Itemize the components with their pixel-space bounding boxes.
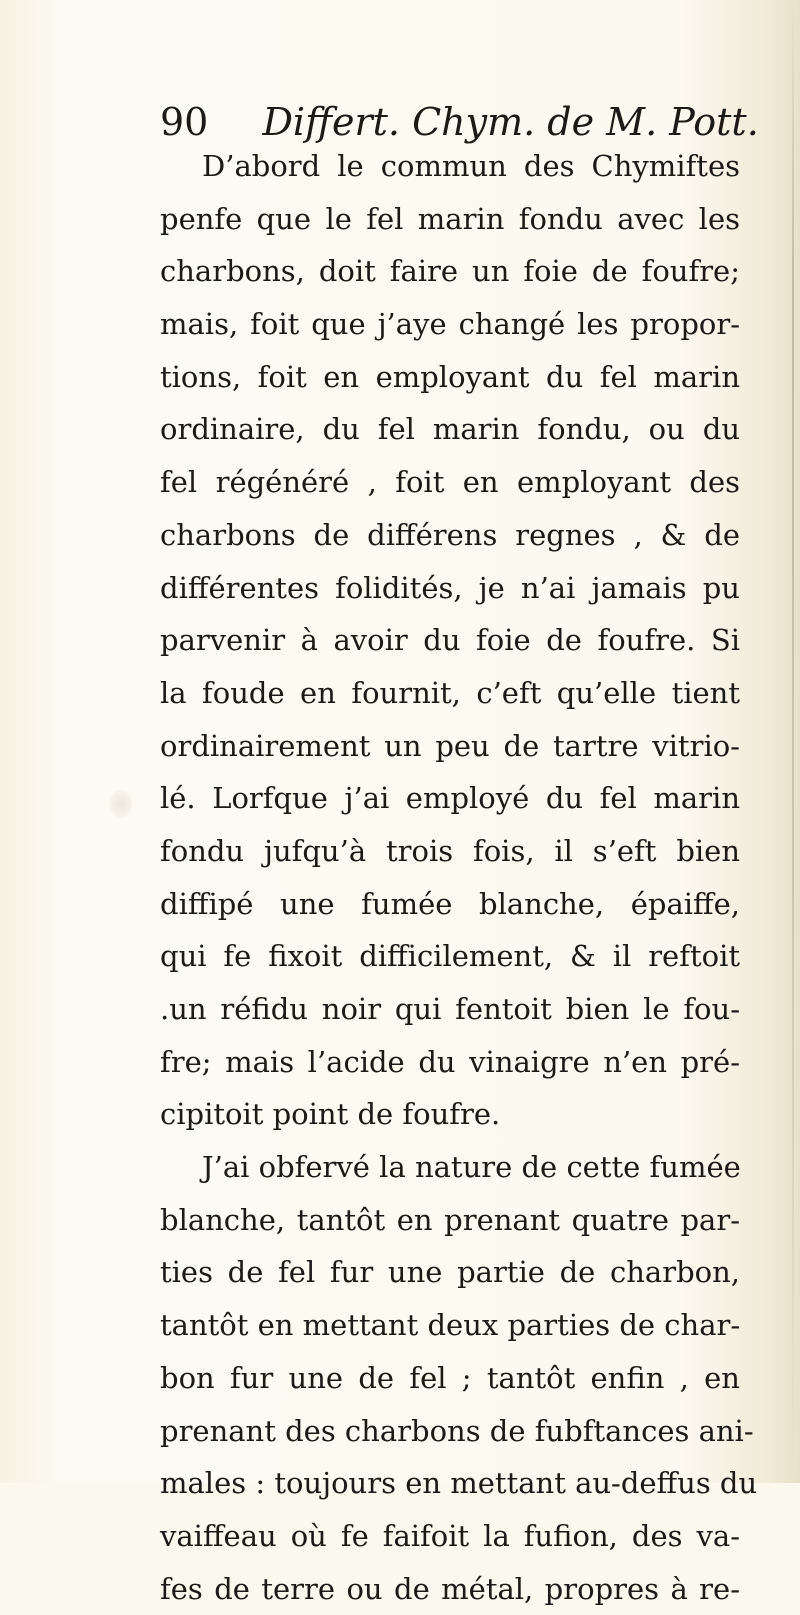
text-line: fondu jufqu’à trois fois, il s’eft bien: [160, 833, 740, 868]
text-line: bon fur une de fel ; tantôt enfin , en: [160, 1360, 740, 1395]
text-line: lé. Lorfque j’ai employé du fel marin: [160, 781, 740, 816]
text-line: fel régénéré , foit en employant des: [160, 465, 740, 500]
text-line: différentes folidités, je n’ai jamais pu: [160, 570, 740, 605]
text-line: tantôt en mettant deux parties de char-: [160, 1308, 741, 1343]
text-line: parvenir à avoir du foie de foufre. Si: [160, 623, 740, 658]
text-line: ordinairement un peu de tartre vitrio-: [160, 728, 740, 763]
text-line: cipitoit point de foufre.: [160, 1097, 501, 1132]
text-line: charbons, doit faire un foie de foufre;: [160, 254, 740, 289]
text-line: diffipé une fumée blanche, épaiffe,: [160, 886, 740, 921]
text-line: fre; mais l’acide du vinaigre n’en pré-: [160, 1044, 740, 1079]
page-edge-shadow: [792, 0, 794, 1483]
text-line: vaiffeau où fe faifoit la fufion, des va-: [160, 1518, 740, 1553]
text-line: charbons de différens regnes , & de: [160, 517, 740, 552]
page-number: 90: [160, 100, 209, 144]
text-line: la foude en fournit, c’eft qu’elle tient: [160, 675, 740, 710]
running-title: Differt. Chym. de M. Pott.: [262, 100, 759, 144]
paper-stain: [110, 790, 132, 818]
body-text: [160, 140, 758, 1615]
text-line: tions, foit en employant du fel marin: [160, 359, 740, 394]
text-line: penfe que le fel marin fondu avec les: [160, 201, 740, 236]
text-line: J’ai obfervé la nature de cette fumée: [202, 1150, 741, 1185]
text-line: mais, foit que j’aye changé les propor-: [160, 307, 740, 342]
text-line: prenant des charbons de fubftances ani-: [160, 1413, 754, 1448]
text-line: males : toujours en mettant au-deffus du: [160, 1466, 758, 1501]
text-line: .un réfidu noir qui fentoit bien le fou-: [160, 992, 740, 1026]
running-header: [160, 98, 759, 146]
text-line: qui fe fixoit difficilement, & il reftoit: [160, 939, 740, 974]
text-line: D’abord le commun des Chymiftes: [202, 149, 740, 183]
text-line: blanche, tantôt en prenant quatre par-: [160, 1202, 740, 1237]
text-line: ordinaire, du fel marin fondu, ou du: [160, 412, 740, 447]
text-line: ties de fel fur une partie de charbon,: [160, 1255, 740, 1290]
text-line: fes de terre ou de métal, propres à re-: [160, 1571, 740, 1606]
